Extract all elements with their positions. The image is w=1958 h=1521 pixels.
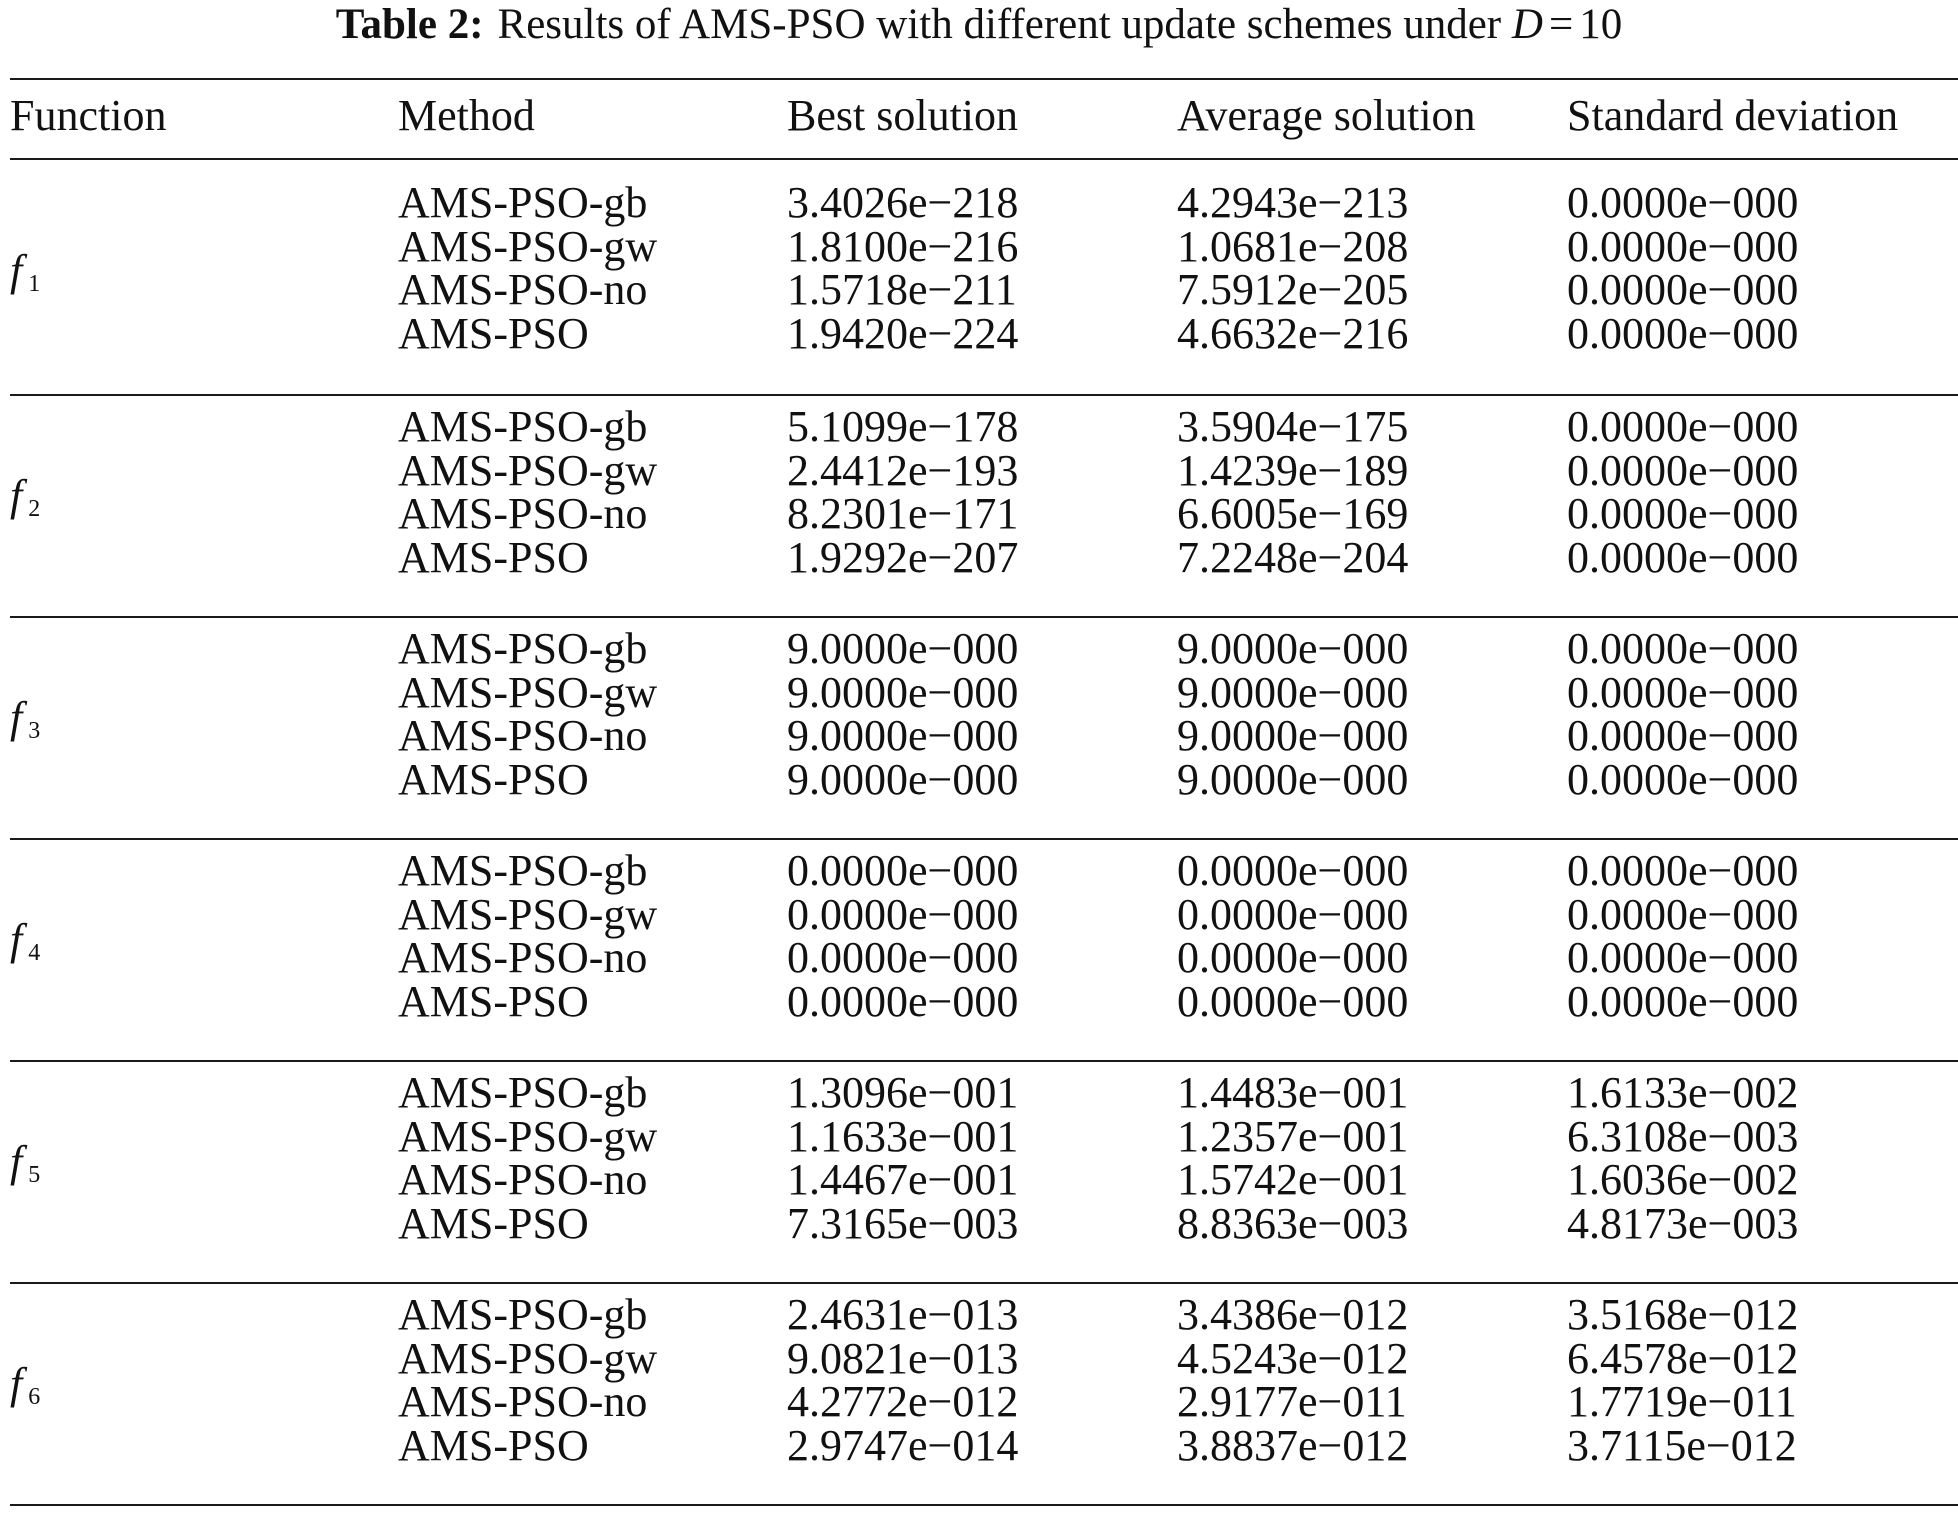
method-cell: AMS-PSO-no (398, 711, 648, 760)
method-cell: AMS-PSO-gw (398, 445, 658, 495)
average-solution-cell: 1.4483e−001 (1177, 1068, 1409, 1117)
average-solution-cell: 4.6632e−216 (1177, 308, 1409, 358)
std-deviation-cell: 3.5168e−012 (1567, 1290, 1799, 1339)
function-group (10, 160, 1958, 394)
function-subscript: 5 (28, 1162, 41, 1188)
caption-math-variable: D (1511, 1, 1543, 48)
average-solution-cell: 0.0000e−000 (1177, 846, 1409, 895)
header-method: Method (398, 91, 535, 140)
best-solution-cell: 9.0000e−000 (787, 624, 1019, 673)
table-row (10, 1197, 1958, 1251)
function-label (10, 913, 40, 980)
std-deviation-cell: 1.6036e−002 (1567, 1155, 1799, 1204)
best-solution-cell: 0.0000e−000 (787, 976, 1019, 1026)
function-label (10, 244, 40, 311)
function-subscript: 2 (28, 496, 41, 522)
std-deviation-cell: 0.0000e−000 (1567, 624, 1799, 673)
function-subscript: 3 (28, 718, 41, 744)
best-solution-cell: 4.2772e−012 (787, 1377, 1019, 1426)
method-cell: AMS-PSO-no (398, 489, 648, 538)
best-solution-cell: 1.1633e−001 (787, 1111, 1019, 1161)
caption-math-equals: = (1548, 1, 1574, 48)
method-cell: AMS-PSO (398, 754, 589, 804)
average-solution-cell: 6.6005e−169 (1177, 489, 1409, 538)
method-cell: AMS-PSO-gb (398, 624, 648, 673)
best-solution-cell: 9.0000e−000 (787, 667, 1019, 717)
function-symbol: f (10, 1359, 23, 1408)
average-solution-cell: 9.0000e−000 (1177, 624, 1409, 673)
std-deviation-cell: 0.0000e−000 (1567, 711, 1799, 760)
function-label (10, 691, 40, 758)
std-deviation-cell: 4.8173e−003 (1567, 1198, 1799, 1248)
std-deviation-cell: 6.3108e−003 (1567, 1111, 1799, 1161)
bottom-rule (10, 1504, 1958, 1506)
method-cell: AMS-PSO-no (398, 265, 648, 314)
best-solution-cell: 1.4467e−001 (787, 1155, 1019, 1204)
best-solution-cell: 2.4412e−193 (787, 445, 1019, 495)
method-cell: AMS-PSO (398, 1198, 589, 1248)
std-deviation-cell: 6.4578e−012 (1567, 1333, 1799, 1383)
method-cell: AMS-PSO (398, 1420, 589, 1470)
average-solution-cell: 1.5742e−001 (1177, 1155, 1409, 1204)
std-deviation-cell: 0.0000e−000 (1567, 402, 1799, 451)
best-solution-cell: 0.0000e−000 (787, 889, 1019, 939)
average-solution-cell: 9.0000e−000 (1177, 711, 1409, 760)
function-symbol: f (10, 693, 23, 742)
std-deviation-cell: 0.0000e−000 (1567, 308, 1799, 358)
average-solution-cell: 3.5904e−175 (1177, 402, 1409, 451)
best-solution-cell: 0.0000e−000 (787, 846, 1019, 895)
best-solution-cell: 1.9420e−224 (787, 308, 1019, 358)
function-subscript: 6 (28, 1384, 41, 1410)
average-solution-cell: 3.4386e−012 (1177, 1290, 1409, 1339)
table-row (10, 307, 1958, 361)
table-caption-text: Results of AMS-PSO with different update schemes under (497, 1, 1502, 48)
average-solution-cell: 3.8837e−012 (1177, 1420, 1409, 1470)
std-deviation-cell: 0.0000e−000 (1567, 933, 1799, 982)
average-solution-cell: 8.8363e−003 (1177, 1198, 1409, 1248)
best-solution-cell: 7.3165e−003 (787, 1198, 1019, 1248)
best-solution-cell: 3.4026e−218 (787, 178, 1019, 227)
function-subscript: 1 (28, 271, 41, 297)
method-cell: AMS-PSO-gw (398, 1333, 658, 1383)
function-label (10, 1135, 40, 1202)
average-solution-cell: 2.9177e−011 (1177, 1377, 1407, 1426)
average-solution-cell: 0.0000e−000 (1177, 933, 1409, 982)
function-label (10, 469, 40, 536)
table-caption (0, 0, 1958, 50)
average-solution-cell: 1.2357e−001 (1177, 1111, 1409, 1161)
average-solution-cell: 0.0000e−000 (1177, 889, 1409, 939)
caption-math-value: 10 (1579, 1, 1623, 48)
table-header-row (10, 80, 1958, 158)
function-group (10, 1062, 1958, 1282)
std-deviation-cell: 0.0000e−000 (1567, 889, 1799, 939)
header-standard-deviation: Standard deviation (1567, 91, 1899, 140)
table-row (10, 753, 1958, 807)
function-group (10, 396, 1958, 616)
function-symbol: f (10, 246, 23, 295)
average-solution-cell: 4.5243e−012 (1177, 1333, 1409, 1383)
std-deviation-cell: 1.7719e−011 (1567, 1377, 1797, 1426)
std-deviation-cell: 3.7115e−012 (1567, 1420, 1797, 1470)
average-solution-cell: 7.5912e−205 (1177, 265, 1409, 314)
average-solution-cell: 0.0000e−000 (1177, 976, 1409, 1026)
method-cell: AMS-PSO-gb (398, 178, 648, 227)
method-cell: AMS-PSO (398, 308, 589, 358)
std-deviation-cell: 0.0000e−000 (1567, 754, 1799, 804)
best-solution-cell: 9.0000e−000 (787, 754, 1019, 804)
std-deviation-cell: 0.0000e−000 (1567, 489, 1799, 538)
function-label (10, 1357, 40, 1424)
table-row (10, 531, 1958, 585)
best-solution-cell: 0.0000e−000 (787, 933, 1019, 982)
average-solution-cell: 4.2943e−213 (1177, 178, 1409, 227)
function-symbol: f (10, 471, 23, 520)
method-cell: AMS-PSO (398, 532, 589, 582)
average-solution-cell: 1.0681e−208 (1177, 221, 1409, 271)
best-solution-cell: 2.9747e−014 (787, 1420, 1019, 1470)
std-deviation-cell: 0.0000e−000 (1567, 532, 1799, 582)
method-cell: AMS-PSO-gw (398, 667, 658, 717)
method-cell: AMS-PSO-no (398, 1155, 648, 1204)
method-cell: AMS-PSO-gw (398, 1111, 658, 1161)
table-body (10, 160, 1958, 1506)
std-deviation-cell: 0.0000e−000 (1567, 221, 1799, 271)
function-subscript: 4 (28, 940, 41, 966)
best-solution-cell: 1.3096e−001 (787, 1068, 1019, 1117)
method-cell: AMS-PSO-gb (398, 1290, 648, 1339)
average-solution-cell: 9.0000e−000 (1177, 667, 1409, 717)
best-solution-cell: 1.9292e−207 (787, 532, 1019, 582)
method-cell: AMS-PSO-gw (398, 889, 658, 939)
std-deviation-cell: 0.0000e−000 (1567, 178, 1799, 227)
function-group (10, 1284, 1958, 1504)
function-group (10, 618, 1958, 838)
header-best-solution: Best solution (787, 91, 1019, 140)
average-solution-cell: 7.2248e−204 (1177, 532, 1409, 582)
method-cell: AMS-PSO-gb (398, 1068, 648, 1117)
best-solution-cell: 5.1099e−178 (787, 402, 1019, 451)
std-deviation-cell: 0.0000e−000 (1567, 265, 1799, 314)
method-cell: AMS-PSO-gw (398, 221, 658, 271)
std-deviation-cell: 0.0000e−000 (1567, 976, 1799, 1026)
function-symbol: f (10, 915, 23, 964)
method-cell: AMS-PSO (398, 976, 589, 1026)
std-deviation-cell: 0.0000e−000 (1567, 667, 1799, 717)
results-table (10, 78, 1958, 1506)
best-solution-cell: 2.4631e−013 (787, 1290, 1019, 1339)
best-solution-cell: 8.2301e−171 (787, 489, 1019, 538)
header-average-solution: Average solution (1177, 91, 1476, 140)
method-cell: AMS-PSO-gb (398, 402, 648, 451)
best-solution-cell: 9.0000e−000 (787, 711, 1019, 760)
best-solution-cell: 9.0821e−013 (787, 1333, 1019, 1383)
method-cell: AMS-PSO-no (398, 933, 648, 982)
table-caption-label: Table 2: (335, 1, 484, 48)
function-group (10, 840, 1958, 1060)
table-row (10, 1419, 1958, 1473)
method-cell: AMS-PSO-no (398, 1377, 648, 1426)
std-deviation-cell: 0.0000e−000 (1567, 445, 1799, 495)
std-deviation-cell: 0.0000e−000 (1567, 846, 1799, 895)
table-row (10, 975, 1958, 1029)
best-solution-cell: 1.5718e−211 (787, 265, 1017, 314)
std-deviation-cell: 1.6133e−002 (1567, 1068, 1799, 1117)
function-symbol: f (10, 1137, 23, 1186)
header-function: Function (10, 91, 167, 140)
best-solution-cell: 1.8100e−216 (787, 221, 1019, 271)
method-cell: AMS-PSO-gb (398, 846, 648, 895)
average-solution-cell: 9.0000e−000 (1177, 754, 1409, 804)
average-solution-cell: 1.4239e−189 (1177, 445, 1409, 495)
